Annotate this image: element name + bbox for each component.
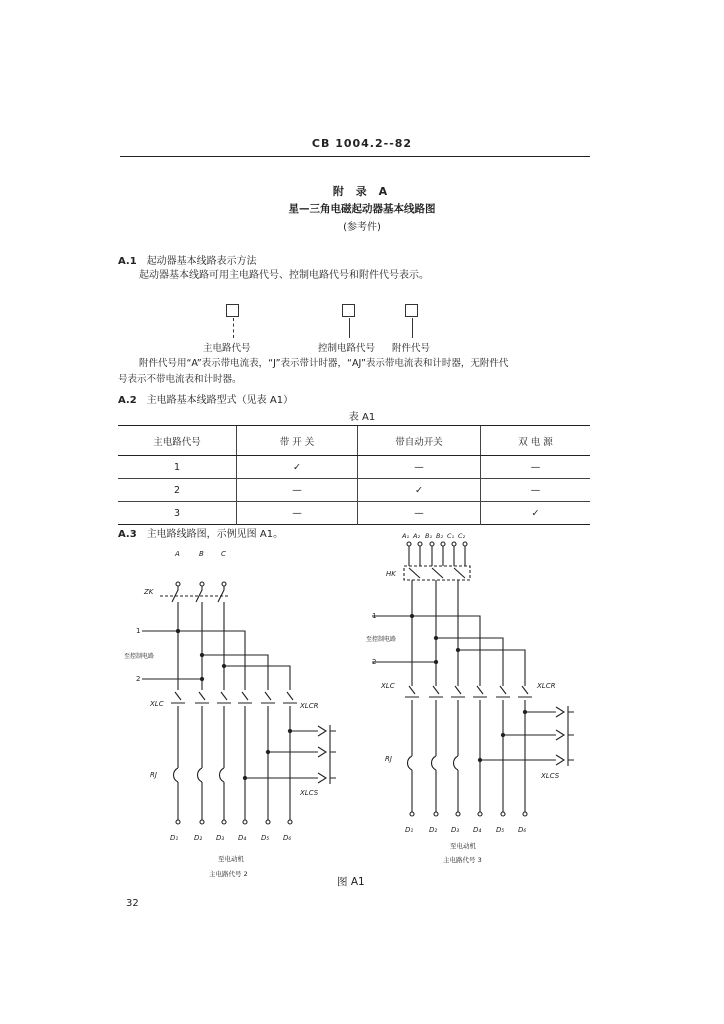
column-header: 带 开 关 <box>237 426 358 456</box>
phase-label: A₂ <box>413 532 421 540</box>
output-terminal <box>222 820 226 824</box>
contactor-xlc <box>409 686 528 694</box>
phase-bus <box>412 580 458 686</box>
output-terminal <box>200 820 204 824</box>
terminal <box>176 582 180 586</box>
table-cell: — <box>358 456 481 479</box>
terminal <box>407 542 411 546</box>
control-number: 1 <box>372 612 377 620</box>
contactor-xlcs <box>318 726 326 783</box>
star-point <box>330 725 336 784</box>
section-title: 主电路基本线路型式（见表 A1） <box>146 395 294 406</box>
xlc-label: XLC <box>150 700 164 708</box>
switch-label: HK <box>386 570 396 578</box>
section-number: A.1 <box>118 256 137 267</box>
a1-note-line1: 附件代号用“A”表示带电流表，“J”表示带计时器，“AJ”表示带电流表和计时器，无附件代 <box>139 358 509 369</box>
junction-dot <box>501 733 504 736</box>
table-cell: — <box>481 479 591 502</box>
motor-label: 至电动机 <box>218 855 244 863</box>
section-number: A.2 <box>118 395 137 406</box>
junction-dot <box>200 653 203 656</box>
table-cell: ✓ <box>481 502 591 525</box>
xlcs-label: XLCS <box>300 789 319 797</box>
section-title: 主电路线路图，示例见图 A1。 <box>146 529 284 540</box>
main-circuit-code-label: 主电路代号 3 <box>443 856 482 864</box>
output-terminal <box>266 820 270 824</box>
xlcs-label: XLCS <box>541 772 560 780</box>
contactor-xlcs <box>556 707 564 765</box>
phase-label: A₁ <box>402 532 410 540</box>
output-label: D₂ <box>429 826 438 834</box>
control-number: 1 <box>136 627 141 635</box>
phase-label: C₂ <box>458 532 466 540</box>
cross-connection <box>412 616 525 686</box>
output-label: D₂ <box>194 834 203 842</box>
junction-dot <box>456 648 459 651</box>
phase-label: B₁ <box>425 532 433 540</box>
output-label: D₆ <box>518 826 527 834</box>
phase-label: C <box>221 550 226 558</box>
xlcr-label: XLCR <box>537 682 556 690</box>
switch-label: ZK <box>144 588 154 596</box>
a1-intro: 起动器基本线路可用主电路代号、控制电路代号和附件代号表示。 <box>139 270 429 281</box>
star-point <box>568 706 574 766</box>
terminal <box>452 542 456 546</box>
label-accessory-code: 附件代号 <box>392 343 431 354</box>
table-cell: 2 <box>173 484 181 496</box>
junction-dot <box>200 677 203 680</box>
junction-dot <box>266 750 269 753</box>
rj-label: RJ <box>150 771 157 779</box>
output-terminal <box>456 812 460 816</box>
xlcr-label: XLCR <box>300 702 319 710</box>
star-delta-lead <box>245 731 318 778</box>
output-terminal <box>523 812 527 816</box>
terminal <box>430 542 434 546</box>
motor-label: 至电动机 <box>450 842 476 850</box>
output-terminal <box>501 812 505 816</box>
section-title: 起动器基本线路表示方法 <box>146 256 257 267</box>
phase-label: C₁ <box>447 532 455 540</box>
table-cell: — <box>481 456 591 479</box>
phase-label: B₂ <box>436 532 444 540</box>
thermal-relay-rj <box>174 768 225 782</box>
output-label: D₁ <box>405 826 414 834</box>
control-number: 2 <box>372 658 377 666</box>
thermal-relay-rj <box>408 756 459 770</box>
junction-dot <box>523 710 526 713</box>
appendix-title: 附 录 A <box>332 185 392 198</box>
table-cell: 3 <box>173 507 181 519</box>
output-label: D₅ <box>496 826 505 834</box>
output-label: D₆ <box>283 834 292 842</box>
output-label: D₄ <box>238 834 247 842</box>
output-line <box>178 706 290 820</box>
output-label: D₅ <box>261 834 270 842</box>
table-caption: 表 A1 <box>348 412 376 423</box>
table-cell: — <box>237 502 358 525</box>
output-terminal <box>243 820 247 824</box>
output-terminal <box>288 820 292 824</box>
output-terminal <box>410 812 414 816</box>
table-cell: — <box>358 502 481 525</box>
table-cell: ✓ <box>237 456 358 479</box>
output-label: D₃ <box>216 834 225 842</box>
terminal <box>200 582 204 586</box>
column-header: 主电路代号 <box>118 426 237 456</box>
control-number: 2 <box>136 675 141 683</box>
output-label: D₁ <box>170 834 179 842</box>
switch-input <box>409 546 465 566</box>
cross-connection <box>178 631 290 690</box>
switch-hk-blade <box>409 568 465 578</box>
table-cell: — <box>237 479 358 502</box>
output-label: D₄ <box>473 826 482 834</box>
junction-dot <box>434 660 437 663</box>
terminal <box>418 542 422 546</box>
output-line <box>412 700 525 812</box>
table-cell: ✓ <box>358 479 481 502</box>
junction-dot <box>176 629 179 632</box>
rj-label: RJ <box>385 755 392 763</box>
phase-label: B <box>199 550 204 558</box>
junction-dot <box>478 758 481 761</box>
label-main-circuit-code: 主电路代号 <box>203 343 251 354</box>
label-control-circuit-code: 控制电路代号 <box>318 343 376 354</box>
control-circuit-label: 至控制电路 <box>124 653 155 660</box>
switch-zk <box>172 586 224 618</box>
section-number: A.3 <box>118 529 137 540</box>
output-label: D₃ <box>451 826 460 834</box>
phase-label: A <box>175 550 180 558</box>
contactor-xlc <box>175 692 293 700</box>
appendix-note: (参考件) <box>343 222 381 233</box>
terminal <box>441 542 445 546</box>
column-header: 带自动开关 <box>358 426 481 456</box>
table-cell: 1 <box>173 461 181 473</box>
appendix-subtitle: 星—三角电磁起动器基本线路图 <box>288 203 436 215</box>
page-number: 32 <box>126 898 139 909</box>
star-delta-lead <box>480 712 556 760</box>
junction-dot <box>434 636 437 639</box>
junction-dot <box>222 664 225 667</box>
output-terminal <box>434 812 438 816</box>
junction-dot <box>243 776 246 779</box>
document-code: CB 1004.2--82 <box>311 137 413 150</box>
column-header: 双 电 源 <box>481 426 591 456</box>
junction-dot <box>288 729 291 732</box>
terminal <box>463 542 467 546</box>
figure-caption: 图 A1 <box>337 876 365 888</box>
a1-note-line2: 号表示不带电流表和计时器。 <box>118 374 242 385</box>
control-circuit-label: 至控制电路 <box>366 636 397 643</box>
xlc-label: XLC <box>381 682 395 690</box>
output-terminal <box>176 820 180 824</box>
terminal <box>222 582 226 586</box>
main-circuit-code-label: 主电路代号 2 <box>209 870 248 878</box>
output-terminal <box>478 812 482 816</box>
